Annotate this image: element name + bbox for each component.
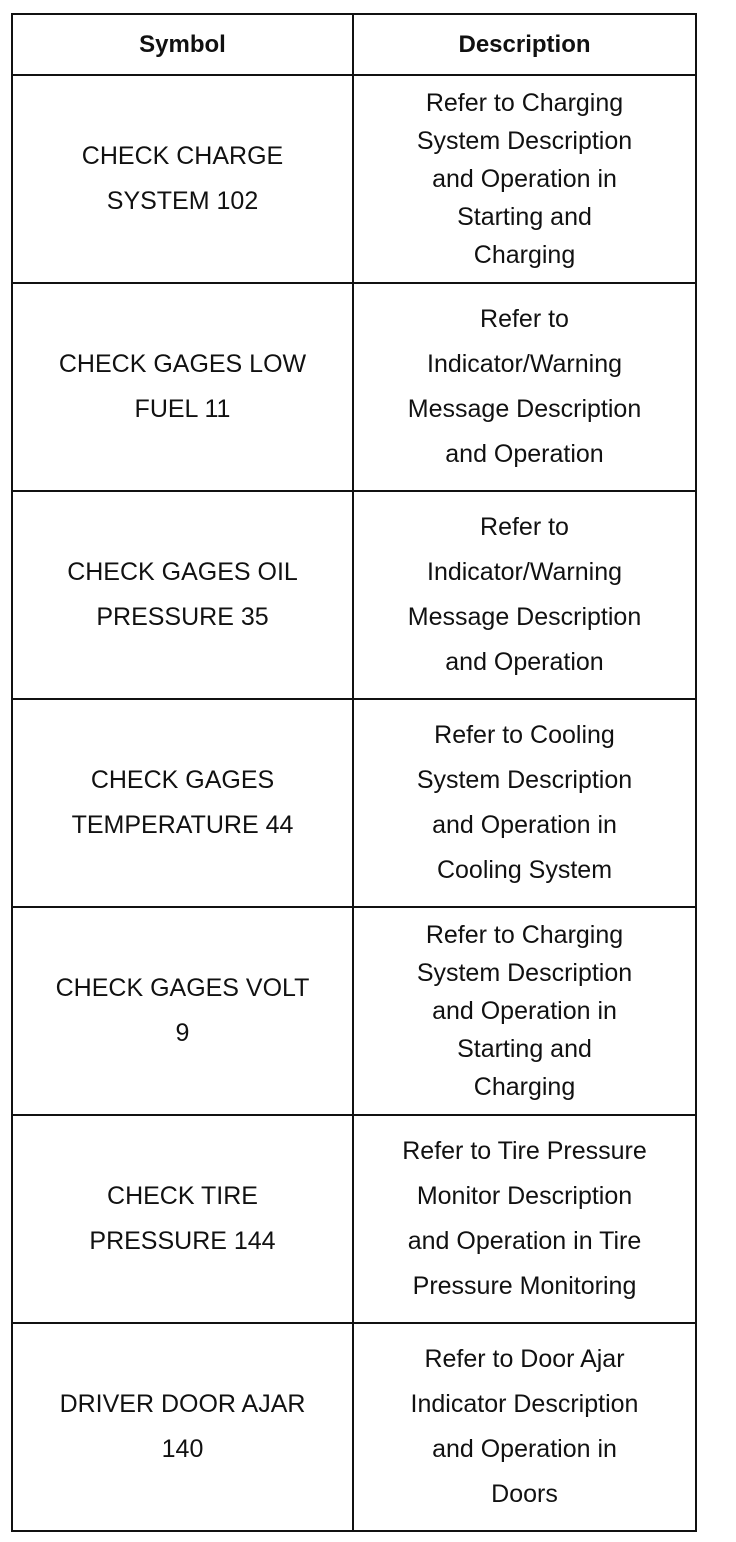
table-header-row bbox=[13, 15, 697, 76]
description-cell bbox=[354, 1324, 697, 1530]
symbol-text: CHECK GAGES LOW FUEL 11 bbox=[58, 350, 307, 423]
symbol-text: CHECK GAGES OIL PRESSURE 35 bbox=[67, 558, 298, 631]
symbol-cell bbox=[13, 1116, 354, 1322]
table-row bbox=[13, 1116, 697, 1324]
description-text: Refer to Tire Pressure Monitor Description and Operation in Tire Pressure Monitoring bbox=[402, 1137, 647, 1300]
header-cell-description bbox=[354, 15, 697, 74]
header-description-label: Description bbox=[458, 30, 591, 58]
symbol-cell bbox=[13, 908, 354, 1114]
symbol-cell bbox=[13, 492, 354, 698]
description-cell bbox=[354, 1116, 697, 1322]
table-row bbox=[13, 76, 697, 284]
table-row bbox=[13, 908, 697, 1116]
symbol-cell bbox=[13, 76, 354, 282]
description-text: Refer to Door Ajar Indicator Description and Operation in Doors bbox=[410, 1345, 639, 1508]
description-cell bbox=[354, 284, 697, 490]
symbol-text: CHECK CHARGE SYSTEM 102 bbox=[81, 142, 284, 215]
description-text: Refer to Indicator/Warning Message Description and Operation bbox=[407, 305, 642, 468]
symbol-cell bbox=[13, 284, 354, 490]
symbol-cell bbox=[13, 1324, 354, 1530]
header-cell-symbol bbox=[13, 15, 354, 74]
description-cell bbox=[354, 492, 697, 698]
description-text: Refer to Charging System Description and Operation in Starting and Charging bbox=[416, 921, 633, 1101]
table-row bbox=[13, 492, 697, 700]
symbol-cell bbox=[13, 700, 354, 906]
description-cell bbox=[354, 700, 697, 906]
symbol-text: CHECK GAGES VOLT 9 bbox=[55, 974, 310, 1047]
symbol-description-table bbox=[11, 13, 697, 1532]
description-text: Refer to Charging System Description and Operation in Starting and Charging bbox=[416, 89, 633, 269]
header-symbol-label: Symbol bbox=[139, 30, 226, 58]
description-cell bbox=[354, 76, 697, 282]
description-text: Refer to Indicator/Warning Message Description and Operation bbox=[407, 513, 642, 676]
symbol-text: CHECK GAGES TEMPERATURE 44 bbox=[71, 766, 294, 839]
symbol-text: DRIVER DOOR AJAR 140 bbox=[59, 1390, 306, 1463]
description-cell bbox=[354, 908, 697, 1114]
table-row bbox=[13, 700, 697, 908]
table-row bbox=[13, 284, 697, 492]
description-text: Refer to Cooling System Description and Operation in Cooling System bbox=[416, 721, 633, 884]
table-row bbox=[13, 1324, 697, 1532]
symbol-text: CHECK TIRE PRESSURE 144 bbox=[89, 1182, 276, 1255]
